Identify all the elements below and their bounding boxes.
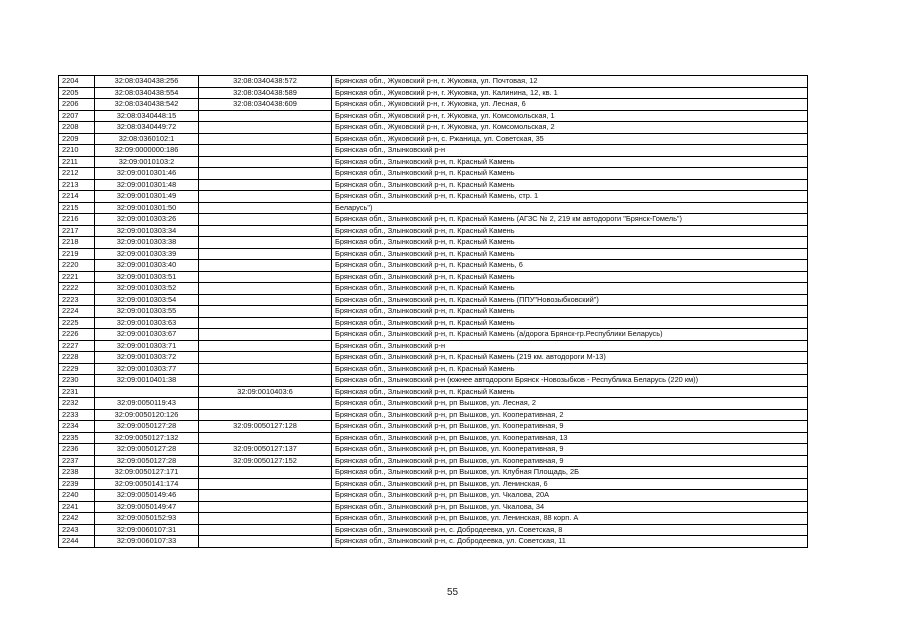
row-number-cell: 2206 <box>59 99 95 111</box>
related-cadastral-number-cell <box>199 467 332 479</box>
address-cell: Брянская обл., Злынковский р-н <box>332 145 808 157</box>
row-number-cell: 2235 <box>59 432 95 444</box>
table-row <box>59 145 808 157</box>
cadastral-number-cell: 32:09:0010303:39 <box>95 248 199 260</box>
table-row <box>59 133 808 145</box>
cadastral-number-cell <box>95 386 199 398</box>
row-number-cell: 2208 <box>59 122 95 134</box>
address-cell: Брянская обл., Злынковский р-н, рп Вышков, ул. Чкалова, 34 <box>332 501 808 513</box>
address-cell: Брянская обл., Злынковский р-н, рп Вышков, ул. Клубная Площадь, 2Б <box>332 467 808 479</box>
table-row <box>59 225 808 237</box>
related-cadastral-number-cell <box>199 179 332 191</box>
related-cadastral-number-cell <box>199 490 332 502</box>
address-cell: Беларусь") <box>332 202 808 214</box>
cadastral-number-cell: 32:08:0340448:15 <box>95 110 199 122</box>
address-cell: Брянская обл., Злынковский р-н, рп Вышков, ул. Ленинская, 6 <box>332 478 808 490</box>
address-cell: Брянская обл., Злынковский р-н, рп Вышков, ул. Кооперативная, 9 <box>332 421 808 433</box>
table-row <box>59 352 808 364</box>
table-row <box>59 156 808 168</box>
row-number-cell: 2237 <box>59 455 95 467</box>
related-cadastral-number-cell <box>199 536 332 548</box>
table-row <box>59 191 808 203</box>
address-cell: Брянская обл., Жуковский р-н, с. Ржаница, ул. Советская, 35 <box>332 133 808 145</box>
related-cadastral-number-cell: 32:09:0010403:6 <box>199 386 332 398</box>
cadastral-number-cell: 32:09:0060107:33 <box>95 536 199 548</box>
property-registry-table <box>58 75 808 548</box>
related-cadastral-number-cell <box>199 168 332 180</box>
row-number-cell: 2212 <box>59 168 95 180</box>
cadastral-number-cell: 32:09:0010303:54 <box>95 294 199 306</box>
cadastral-number-cell: 32:08:0340438:554 <box>95 87 199 99</box>
table-row <box>59 283 808 295</box>
row-number-cell: 2217 <box>59 225 95 237</box>
address-cell: Брянская обл., Злынковский р-н, п. Красный Камень, 6 <box>332 260 808 272</box>
address-cell: Брянская обл., Жуковский р-н, г. Жуковка, ул. Комсомольская, 2 <box>332 122 808 134</box>
related-cadastral-number-cell <box>199 317 332 329</box>
row-number-cell: 2240 <box>59 490 95 502</box>
cadastral-number-cell: 32:09:0010303:38 <box>95 237 199 249</box>
row-number-cell: 2216 <box>59 214 95 226</box>
table-row <box>59 444 808 456</box>
cadastral-number-cell: 32:09:0050149:46 <box>95 490 199 502</box>
cadastral-number-cell: 32:09:0010301:50 <box>95 202 199 214</box>
cadastral-number-cell: 32:09:0050127:28 <box>95 444 199 456</box>
related-cadastral-number-cell <box>199 306 332 318</box>
address-cell: Брянская обл., Злынковский р-н, рп Вышков, ул. Кооперативная, 9 <box>332 444 808 456</box>
row-number-cell: 2233 <box>59 409 95 421</box>
row-number-cell: 2209 <box>59 133 95 145</box>
table-row <box>59 398 808 410</box>
cadastral-number-cell: 32:09:0010303:63 <box>95 317 199 329</box>
cadastral-number-cell: 32:09:0050120:126 <box>95 409 199 421</box>
table-row <box>59 110 808 122</box>
row-number-cell: 2221 <box>59 271 95 283</box>
table-row <box>59 122 808 134</box>
address-cell: Брянская обл., Злынковский р-н, п. Красный Камень <box>332 306 808 318</box>
address-cell: Брянская обл., Злынковский р-н, рп Вышков, ул. Ленинская, 88 корп. А <box>332 513 808 525</box>
address-cell: Брянская обл., Жуковский р-н, г. Жуковка, ул. Калинина, 12, кв. 1 <box>332 87 808 99</box>
cadastral-number-cell: 32:09:0000000:186 <box>95 145 199 157</box>
cadastral-number-cell: 32:09:0010303:72 <box>95 352 199 364</box>
cadastral-number-cell: 32:09:0010401:38 <box>95 375 199 387</box>
row-number-cell: 2225 <box>59 317 95 329</box>
address-cell: Брянская обл., Злынковский р-н, рп Вышков, ул. Кооперативная, 13 <box>332 432 808 444</box>
cadastral-number-cell: 32:09:0010303:71 <box>95 340 199 352</box>
cadastral-number-cell: 32:09:0010303:67 <box>95 329 199 341</box>
cadastral-number-cell: 32:09:0010301:48 <box>95 179 199 191</box>
related-cadastral-number-cell <box>199 248 332 260</box>
table-row <box>59 179 808 191</box>
table-row <box>59 363 808 375</box>
cadastral-number-cell: 32:09:0050149:47 <box>95 501 199 513</box>
related-cadastral-number-cell <box>199 363 332 375</box>
table-row <box>59 329 808 341</box>
row-number-cell: 2229 <box>59 363 95 375</box>
related-cadastral-number-cell: 32:08:0340438:572 <box>199 76 332 88</box>
address-cell: Брянская обл., Злынковский р-н, п. Красный Камень <box>332 317 808 329</box>
table-row <box>59 478 808 490</box>
address-cell: Брянская обл., Злынковский р-н, с. Добродеевка, ул. Советская, 8 <box>332 524 808 536</box>
table-row <box>59 501 808 513</box>
row-number-cell: 2219 <box>59 248 95 260</box>
related-cadastral-number-cell <box>199 524 332 536</box>
address-cell: Брянская обл., Жуковский р-н, г. Жуковка, ул. Почтовая, 12 <box>332 76 808 88</box>
address-cell: Брянская обл., Злынковский р-н, с. Добродеевка, ул. Советская, 11 <box>332 536 808 548</box>
row-number-cell: 2205 <box>59 87 95 99</box>
address-cell: Брянская обл., Злынковский р-н, рп Вышков, ул. Чкалова, 20А <box>332 490 808 502</box>
table-row <box>59 317 808 329</box>
row-number-cell: 2244 <box>59 536 95 548</box>
address-cell: Брянская обл., Злынковский р-н, п. Красный Камень (ППУ"Новозыбковский") <box>332 294 808 306</box>
table-row <box>59 386 808 398</box>
related-cadastral-number-cell <box>199 237 332 249</box>
related-cadastral-number-cell <box>199 375 332 387</box>
table-row <box>59 524 808 536</box>
table-row <box>59 260 808 272</box>
address-cell: Брянская обл., Злынковский р-н <box>332 340 808 352</box>
table-row <box>59 455 808 467</box>
table-row <box>59 536 808 548</box>
related-cadastral-number-cell <box>199 110 332 122</box>
cadastral-number-cell: 32:09:0050127:28 <box>95 421 199 433</box>
row-number-cell: 2242 <box>59 513 95 525</box>
row-number-cell: 2226 <box>59 329 95 341</box>
related-cadastral-number-cell <box>199 156 332 168</box>
address-cell: Брянская обл., Злынковский р-н, п. Красный Камень (а/дорога Брянск-гр.Республики Беларусь) <box>332 329 808 341</box>
cadastral-number-cell: 32:09:0010301:49 <box>95 191 199 203</box>
related-cadastral-number-cell <box>199 501 332 513</box>
cadastral-number-cell: 32:09:0050119:43 <box>95 398 199 410</box>
row-number-cell: 2230 <box>59 375 95 387</box>
address-cell: Брянская обл., Злынковский р-н, п. Красный Камень <box>332 363 808 375</box>
cadastral-number-cell: 32:09:0010303:40 <box>95 260 199 272</box>
row-number-cell: 2238 <box>59 467 95 479</box>
related-cadastral-number-cell <box>199 478 332 490</box>
table-row <box>59 294 808 306</box>
table-row <box>59 340 808 352</box>
related-cadastral-number-cell <box>199 283 332 295</box>
row-number-cell: 2218 <box>59 237 95 249</box>
row-number-cell: 2243 <box>59 524 95 536</box>
cadastral-number-cell: 32:09:0010303:51 <box>95 271 199 283</box>
related-cadastral-number-cell <box>199 329 332 341</box>
row-number-cell: 2214 <box>59 191 95 203</box>
cadastral-number-cell: 32:09:0010103:2 <box>95 156 199 168</box>
table-row <box>59 513 808 525</box>
cadastral-number-cell: 32:08:0360102:1 <box>95 133 199 145</box>
row-number-cell: 2204 <box>59 76 95 88</box>
address-cell: Брянская обл., Злынковский р-н, п. Красный Камень <box>332 386 808 398</box>
address-cell: Брянская обл., Злынковский р-н (южнее автодороги Брянск -Новозыбков - Республика Беларусь (220 км)) <box>332 375 808 387</box>
cadastral-number-cell: 32:09:0010303:77 <box>95 363 199 375</box>
table-row <box>59 421 808 433</box>
related-cadastral-number-cell <box>199 202 332 214</box>
related-cadastral-number-cell <box>199 260 332 272</box>
cadastral-number-cell: 32:09:0010303:55 <box>95 306 199 318</box>
address-cell: Брянская обл., Злынковский р-н, п. Красный Камень (АГЗС № 2, 219 км автодороги "Брянск-Гомель") <box>332 214 808 226</box>
row-number-cell: 2231 <box>59 386 95 398</box>
address-cell: Брянская обл., Злынковский р-н, п. Красный Камень <box>332 283 808 295</box>
related-cadastral-number-cell <box>199 271 332 283</box>
cadastral-number-cell: 32:09:0050127:132 <box>95 432 199 444</box>
table-row <box>59 375 808 387</box>
table-row <box>59 306 808 318</box>
cadastral-number-cell: 32:08:0340438:542 <box>95 99 199 111</box>
row-number-cell: 2222 <box>59 283 95 295</box>
related-cadastral-number-cell: 32:08:0340438:589 <box>199 87 332 99</box>
row-number-cell: 2241 <box>59 501 95 513</box>
row-number-cell: 2211 <box>59 156 95 168</box>
table-row <box>59 87 808 99</box>
row-number-cell: 2223 <box>59 294 95 306</box>
table-row <box>59 76 808 88</box>
address-cell: Брянская обл., Злынковский р-н, п. Красный Камень <box>332 225 808 237</box>
cadastral-number-cell: 32:09:0010303:34 <box>95 225 199 237</box>
address-cell: Брянская обл., Жуковский р-н, г. Жуковка, ул. Лесная, 6 <box>332 99 808 111</box>
address-cell: Брянская обл., Жуковский р-н, г. Жуковка, ул. Комсомольская, 1 <box>332 110 808 122</box>
related-cadastral-number-cell: 32:09:0050127:137 <box>199 444 332 456</box>
cadastral-number-cell: 32:09:0010301:46 <box>95 168 199 180</box>
related-cadastral-number-cell <box>199 398 332 410</box>
page-number: 55 <box>446 587 459 598</box>
cadastral-number-cell: 32:09:0050141:174 <box>95 478 199 490</box>
related-cadastral-number-cell <box>199 513 332 525</box>
address-cell: Брянская обл., Злынковский р-н, п. Красный Камень <box>332 179 808 191</box>
related-cadastral-number-cell <box>199 409 332 421</box>
row-number-cell: 2215 <box>59 202 95 214</box>
table-row <box>59 467 808 479</box>
related-cadastral-number-cell <box>199 133 332 145</box>
table-row <box>59 490 808 502</box>
cadastral-number-cell: 32:09:0060107:31 <box>95 524 199 536</box>
related-cadastral-number-cell: 32:09:0050127:152 <box>199 455 332 467</box>
table-row <box>59 271 808 283</box>
related-cadastral-number-cell <box>199 294 332 306</box>
cadastral-number-cell: 32:09:0010303:52 <box>95 283 199 295</box>
address-cell: Брянская обл., Злынковский р-н, п. Красный Камень <box>332 248 808 260</box>
table-row <box>59 432 808 444</box>
row-number-cell: 2236 <box>59 444 95 456</box>
table-row <box>59 168 808 180</box>
row-number-cell: 2224 <box>59 306 95 318</box>
related-cadastral-number-cell <box>199 432 332 444</box>
related-cadastral-number-cell <box>199 225 332 237</box>
address-cell: Брянская обл., Злынковский р-н, п. Красный Камень (219 км. автодороги М-13) <box>332 352 808 364</box>
table-row <box>59 237 808 249</box>
address-cell: Брянская обл., Злынковский р-н, п. Красный Камень <box>332 168 808 180</box>
row-number-cell: 2234 <box>59 421 95 433</box>
row-number-cell: 2227 <box>59 340 95 352</box>
related-cadastral-number-cell <box>199 214 332 226</box>
row-number-cell: 2213 <box>59 179 95 191</box>
related-cadastral-number-cell: 32:08:0340438:609 <box>199 99 332 111</box>
related-cadastral-number-cell <box>199 191 332 203</box>
registry-table-body <box>59 76 808 548</box>
table-row <box>59 248 808 260</box>
related-cadastral-number-cell <box>199 352 332 364</box>
cadastral-number-cell: 32:09:0050127:171 <box>95 467 199 479</box>
address-cell: Брянская обл., Злынковский р-н, рп Вышков, ул. Лесная, 2 <box>332 398 808 410</box>
row-number-cell: 2228 <box>59 352 95 364</box>
cadastral-number-cell: 32:08:0340438:256 <box>95 76 199 88</box>
address-cell: Брянская обл., Злынковский р-н, рп Вышков, ул. Кооперативная, 2 <box>332 409 808 421</box>
table-row <box>59 409 808 421</box>
related-cadastral-number-cell <box>199 340 332 352</box>
related-cadastral-number-cell <box>199 122 332 134</box>
row-number-cell: 2220 <box>59 260 95 272</box>
address-cell: Брянская обл., Злынковский р-н, п. Красный Камень <box>332 156 808 168</box>
cadastral-number-cell: 32:08:0340449:72 <box>95 122 199 134</box>
cadastral-number-cell: 32:09:0050127:28 <box>95 455 199 467</box>
row-number-cell: 2232 <box>59 398 95 410</box>
address-cell: Брянская обл., Злынковский р-н, п. Красный Камень <box>332 237 808 249</box>
related-cadastral-number-cell <box>199 145 332 157</box>
address-cell: Брянская обл., Злынковский р-н, п. Красный Камень <box>332 271 808 283</box>
related-cadastral-number-cell: 32:09:0050127:128 <box>199 421 332 433</box>
address-cell: Брянская обл., Злынковский р-н, рп Вышков, ул. Кооперативная, 9 <box>332 455 808 467</box>
row-number-cell: 2210 <box>59 145 95 157</box>
row-number-cell: 2207 <box>59 110 95 122</box>
table-row <box>59 214 808 226</box>
table-row <box>59 99 808 111</box>
cadastral-number-cell: 32:09:0010303:26 <box>95 214 199 226</box>
row-number-cell: 2239 <box>59 478 95 490</box>
table-row <box>59 202 808 214</box>
address-cell: Брянская обл., Злынковский р-н, п. Красный Камень, стр. 1 <box>332 191 808 203</box>
cadastral-number-cell: 32:09:0050152:93 <box>95 513 199 525</box>
